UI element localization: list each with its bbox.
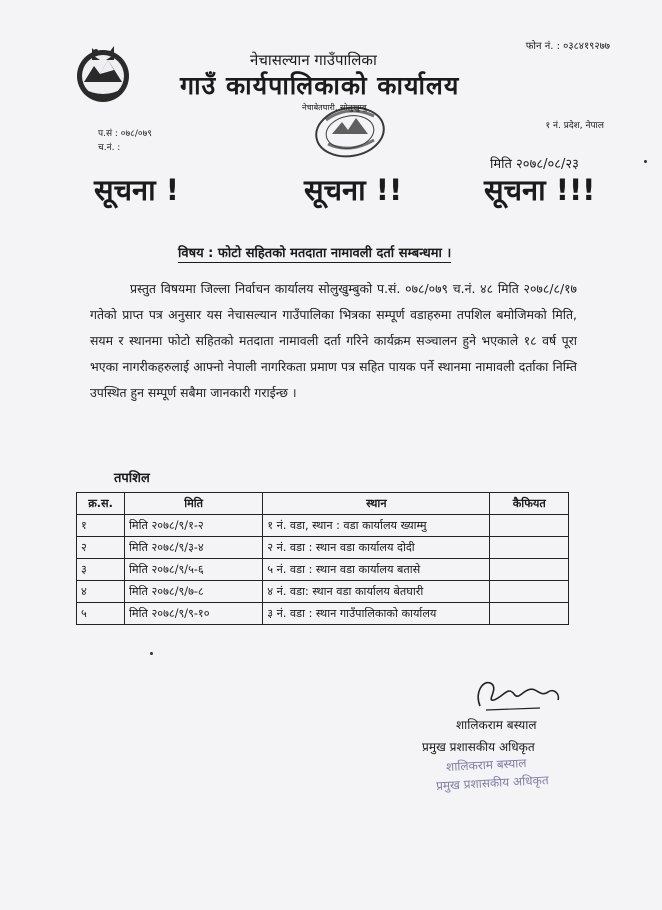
table-row [77,537,569,559]
row-place: १ नं. वडा, स्थान : वडा कार्यालय ख्याम्मु [263,515,490,537]
schedule-table [76,492,569,625]
column-header-sn: क्र.स. [77,493,125,515]
handwritten-signature-icon [470,672,564,714]
name-stamp: शालिकराम बस्याल [445,755,527,775]
schedule-heading: तपशिल [114,471,150,486]
office-title: गाउँ कार्यपालिकाको कार्यालय [180,71,460,100]
notice-heading-1: सूचना ! [94,173,179,207]
table-row [77,581,569,603]
table-row [77,559,569,581]
row-date: मिति २०७८/९/९-१० [125,603,263,625]
office-address: नेचाबेतघारी, सोलुखुम्बु [302,103,367,112]
column-header-date: मिति [125,493,263,515]
subject-line: विषय : फोटो सहितको मतदाता नामावली दर्ता सम्बन्धमा । [178,243,451,263]
row-sn: ५ [77,603,125,625]
municipality-name: नेचासल्यान गाउँपालिका [250,51,377,69]
row-remarks [490,581,569,603]
row-sn: ४ [77,581,125,603]
table-header-row [77,493,569,515]
province-label: १ नं. प्रदेश, नेपाल [545,121,604,131]
row-remarks [490,559,569,581]
column-header-remarks: कैफियत [490,493,569,515]
row-date: मिति २०७८/९/३-४ [125,537,263,559]
paper-speck [150,652,153,655]
body-paragraph: प्रस्तुत विषयमा जिल्ला निर्वाचन कार्यालय सोलुखुम्बुको प.सं. ०७८/०७९ च.नं. ४८ मिति २०७८/८/१७ गतेको प्राप्त पत्र अनुसार यस नेचासल्यान गाउँपालिका भित्रका सम्पूर्ण वडाहरुमा तपशिल बमोजिमको मिति, सयम र स्थानमा फोटो सहितको मतदाता नामावली दर्ता गरिने कार्यक्रम सञ्चालन हुने भएकाले १८ वर्ष पूरा भएका नागरीकहरुलाई आफ्नो नेपाली नागरिकता प्रमाण पत्र सहित पायक पर्ने स्थानमा नामावली दर्ताका निम्ति उपस्थित हुन सम्पूर्ण सबैमा जानकारी गराईन्छ । [90,281,577,400]
table-row [77,515,569,537]
signatory-name: शालिकराम बस्याल [456,718,537,732]
row-sn: २ [77,537,125,559]
row-remarks [490,603,569,625]
phone-number: फोन नं. : ०३८४१९२७७ [525,41,610,52]
column-header-place: स्थान [263,493,490,515]
nepal-emblem-icon [70,40,136,106]
row-date: मिति २०७८/९/५-६ [125,559,263,581]
row-place: ४ नं. वडा: स्थान वडा कार्यालय बेतघारी [263,581,490,603]
dispatch-number: च.नं. : [98,143,121,153]
letter-date: मिति २०७८/०८/२३ [490,157,579,172]
row-place: ५ नं. वडा : स्थान वडा कार्यालय बतासे [263,559,490,581]
row-date: मिति २०७८/९/७-८ [125,581,263,603]
notice-heading-2: सूचना !! [304,173,403,207]
row-place: २ नं. वडा : स्थान वडा कार्यालय दोदी [263,537,490,559]
title-stamp: प्रमुख प्रशासकीय अधिकृत [435,773,549,793]
signatory-title: प्रमुख प्रशासकीय अधिकृत [422,740,535,754]
notice-heading-3: सूचना !!! [484,173,596,207]
paper-speck [644,160,647,163]
row-date: मिति २०७८/९/१-२ [125,515,263,537]
row-sn: ३ [77,559,125,581]
row-sn: १ [77,515,125,537]
reference-number: प.सं : ०७८/०७९ [98,129,152,139]
table-row [77,603,569,625]
row-remarks [490,537,569,559]
row-remarks [490,515,569,537]
row-place: ३ नं. वडा : स्थान गाउँपालिकाको कार्यालय [263,603,490,625]
